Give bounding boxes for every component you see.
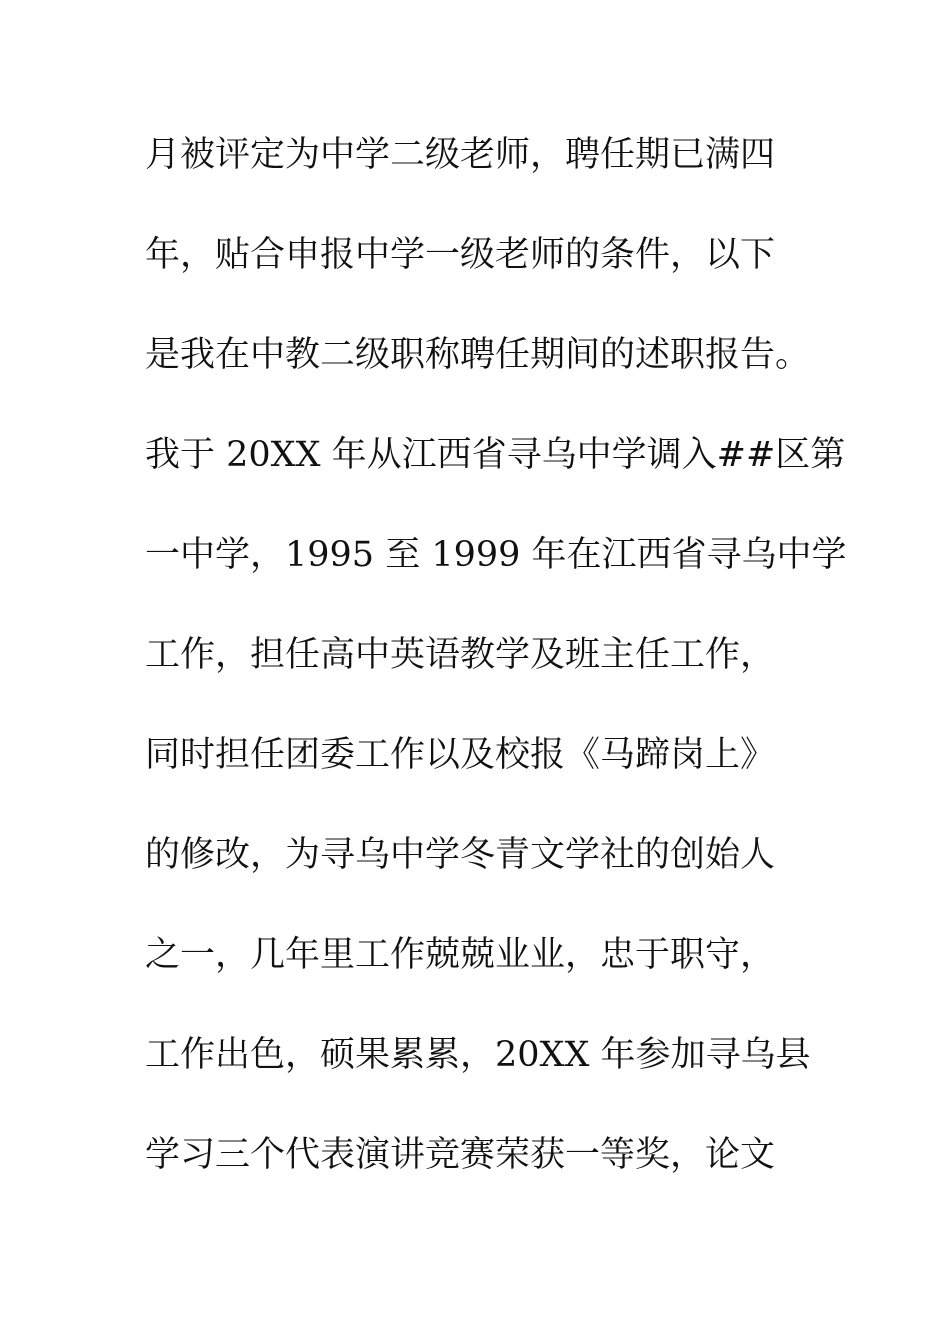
text-line-9: 之一，几年里工作兢兢业业，忠于职守， — [145, 935, 776, 975]
text-line-11: 学习三个代表演讲竞赛荣获一等奖，论文 — [145, 1135, 776, 1175]
text-line-4: 我于 20XX 年从江西省寻乌中学调入##区第 — [145, 435, 846, 475]
text-line-7: 同时担任团委工作以及校报《马蹄岗上》 — [145, 735, 776, 775]
body-text — [145, 126, 847, 1226]
text-line-2: 年，贴合申报中学一级老师的条件，以下 — [145, 235, 776, 275]
text-line-6: 工作，担任高中英语教学及班主任工作， — [145, 635, 776, 675]
text-line-10: 工作出色，硕果累累，20XX 年参加寻乌县 — [145, 1035, 811, 1075]
text-line-1: 月被评定为中学二级老师，聘任期已满四 — [145, 135, 776, 175]
text-line-5: 一中学，1995 至 1999 年在江西省寻乌中学 — [145, 535, 847, 575]
text-line-8: 的修改，为寻乌中学冬青文学社的创始人 — [145, 835, 776, 875]
text-line-3: 是我在中教二级职称聘任期间的述职报告。 — [145, 335, 811, 375]
